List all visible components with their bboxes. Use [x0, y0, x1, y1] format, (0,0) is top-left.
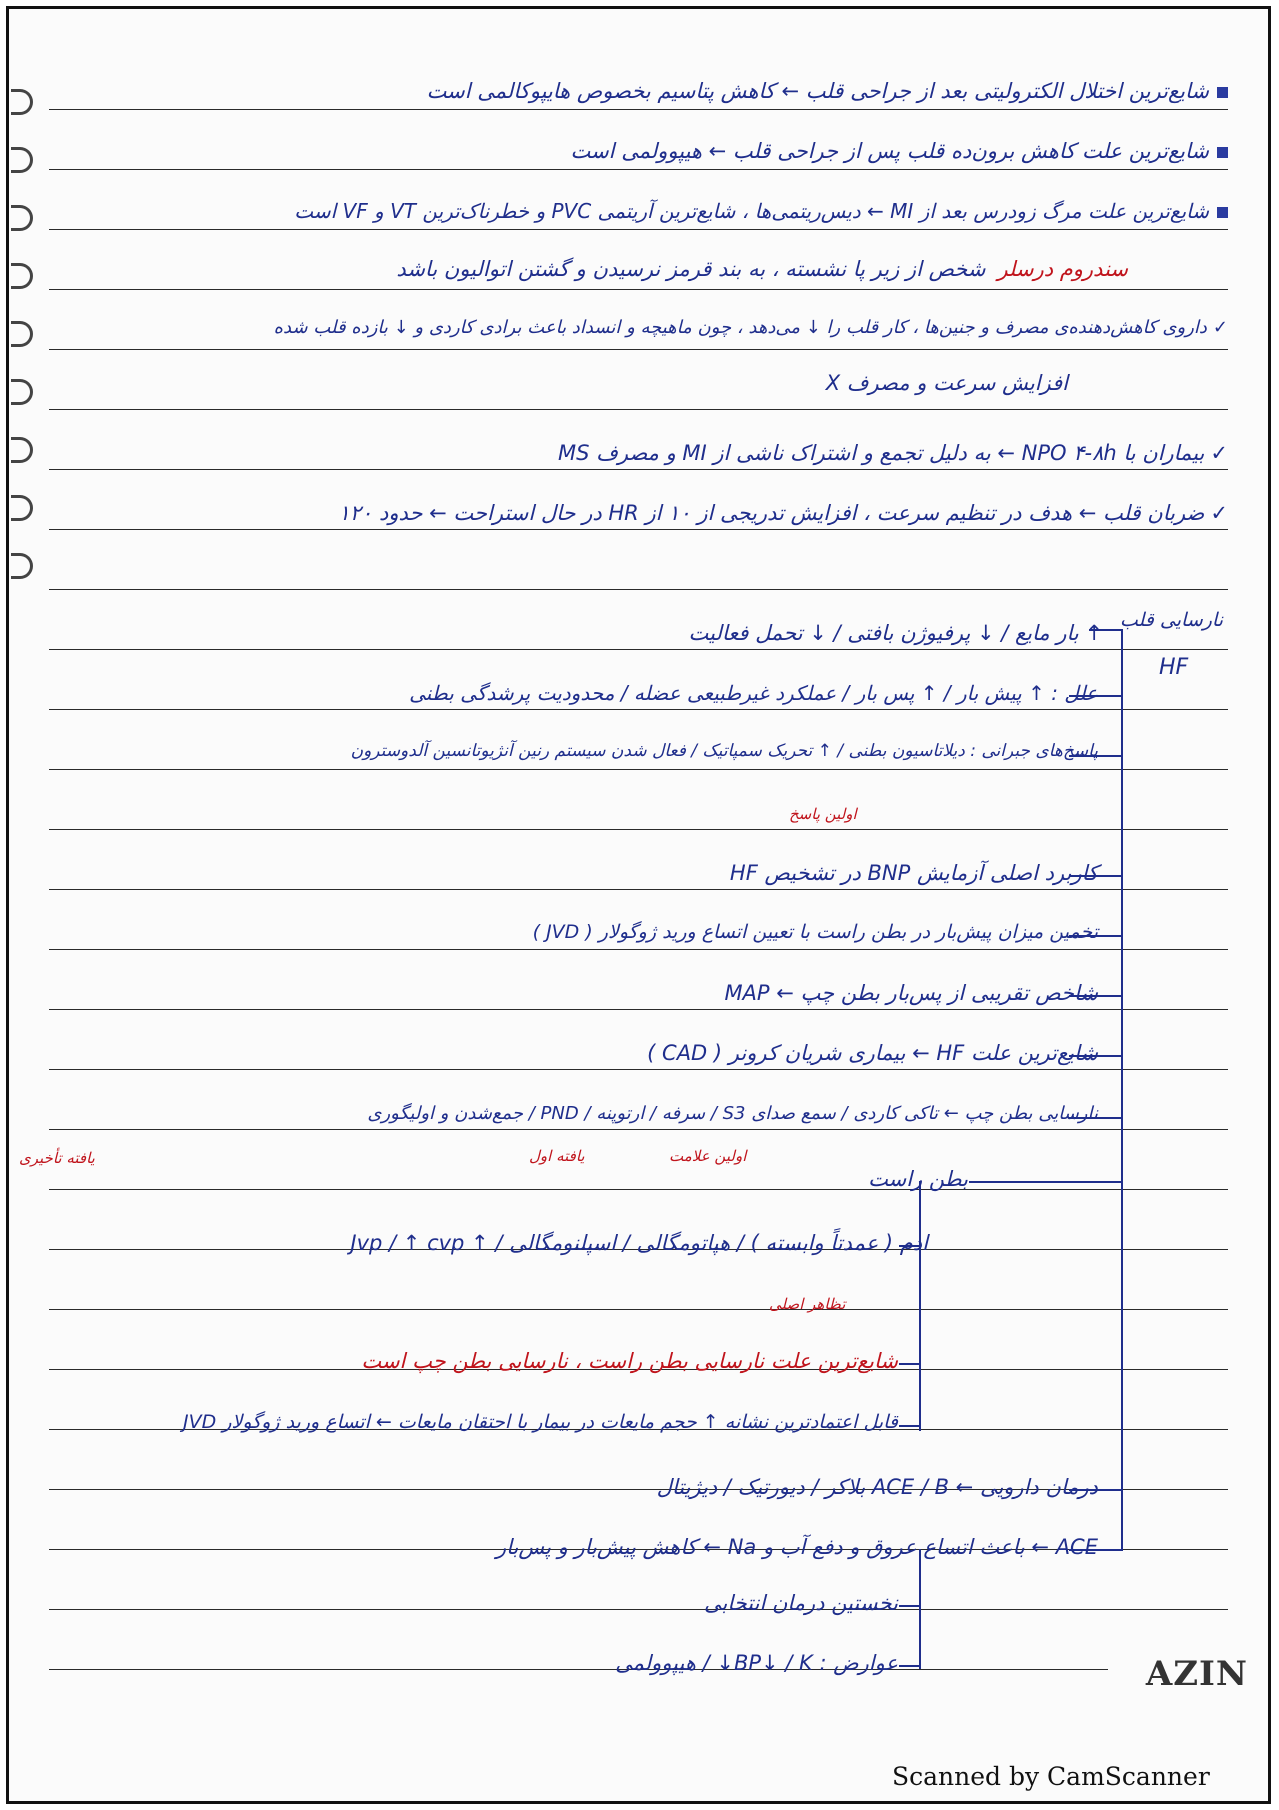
rv-item: شایع‌ترین علت نارسایی بطن راست ، نارسایی بطن چپ است	[361, 1349, 898, 1373]
hf-item: پاسخ‌های جبرانی : دیلاتاسیون بطنی / ↑ تحریک سمپاتیک / فعال شدن سیستم رنین آنژیوتانسین آلدوسترون	[350, 741, 1098, 761]
ruled-line	[49, 229, 1228, 230]
ring-icon	[11, 263, 33, 289]
ruled-line	[49, 1069, 1228, 1070]
ruled-line	[49, 109, 1228, 110]
hf-item: شایع‌ترین علت HF ← بیماری شریان کرونر ( CAD )	[647, 1041, 1098, 1065]
hf-item: کاربرد اصلی آزمایش BNP در تشخیص HF	[729, 861, 1098, 885]
hf-item: علل : ↑ پیش بار / ↑ پس بار / عملکرد غیرطبیعی عضله / محدودیت پرشدگی بطنی	[409, 681, 1098, 705]
ruled-line	[49, 289, 1228, 290]
ruled-line	[49, 1009, 1228, 1010]
check-icon: ✓	[1210, 441, 1228, 465]
ruled-line	[49, 1189, 1228, 1190]
ruled-line	[49, 529, 1228, 530]
ruled-line	[49, 409, 1228, 410]
ring-icon	[11, 89, 33, 115]
ruled-line	[49, 709, 1228, 710]
bracket-tick	[1069, 935, 1123, 937]
notebook-page	[6, 6, 1271, 1804]
bracket-tick	[1069, 1549, 1123, 1551]
ruled-line	[49, 829, 1228, 830]
note-line: افزایش سرعت و مصرف X	[825, 371, 1068, 395]
ace-bracket	[919, 1549, 921, 1669]
hf-abbr: HF	[1159, 655, 1189, 680]
red-annotation: یافته اول	[529, 1147, 585, 1165]
bracket-tick	[1069, 1489, 1123, 1491]
note-line: ✓داروی کاهش‌دهنده‌ی مصرف و جنین‌ها ، کار قلب را ↓ می‌دهد ، چون ماهیچه و انسداد باعث برادی کاردی و ↓ بازده قلب شده	[273, 317, 1228, 338]
ruled-line	[49, 649, 1228, 650]
ring-icon	[11, 495, 33, 521]
bracket-tick	[899, 1363, 921, 1365]
bracket-tick	[1069, 1117, 1123, 1119]
ruled-line	[49, 889, 1228, 890]
notebook-brand: AZIN	[1145, 1654, 1248, 1694]
ruled-line	[49, 1129, 1228, 1130]
hf-bracket	[1121, 629, 1123, 1549]
bracket-tick	[899, 1425, 921, 1427]
ruled-line	[49, 169, 1228, 170]
rv-item: ادم ( عمدتاً وابسته ) / هپاتومگالی / اسپلنومگالی / ↑ Jvp / ↑ cvp	[350, 1231, 928, 1255]
scanner-watermark: Scanned by CamScanner	[892, 1762, 1210, 1791]
ring-icon	[11, 379, 33, 405]
hf-item: ↑ بار مایع / ↓ پرفیوژن بافتی / ↓ تحمل فعالیت	[688, 621, 1103, 645]
note-line: سندروم درسلرشخص از زیر پا نشسته ، به بند قرمز نرسیدن و گشتن اتوالیون باشد	[396, 257, 1128, 281]
ring-icon	[11, 437, 33, 463]
ruled-line	[49, 349, 1228, 350]
ruled-line	[49, 1309, 1228, 1310]
dressler-label: سندروم درسلر	[997, 257, 1128, 281]
ruled-line	[49, 1669, 1108, 1670]
check-icon: ✓	[1212, 317, 1228, 338]
hf-item: ACE ← باعث اتساع عروق و دفع آب و Na ← کاهش پیش‌بار و پس‌بار	[495, 1535, 1098, 1559]
note-line: شایع‌ترین علت کاهش برون‌ده قلب پس از جراحی قلب ← هیپوولمی است	[570, 139, 1228, 163]
hf-item: نارسایی بطن چپ ← تاکی کاردی / سمع صدای S3 / سرفه / ارتوپنه / PND / جمع‌شدن و اولیگوری	[367, 1103, 1098, 1124]
bracket-tick	[899, 1245, 921, 1247]
red-annotation: اولین پاسخ	[789, 805, 857, 823]
bullet-icon	[1217, 87, 1228, 98]
hf-title: نارسایی قلب	[1119, 609, 1223, 631]
ace-item: عوارض : BP↓ / K↓ / هیپوولمی	[615, 1651, 898, 1675]
ring-icon	[11, 321, 33, 347]
ruled-line	[49, 1609, 1228, 1610]
red-annotation: تظاهر اصلی	[769, 1295, 846, 1313]
red-annotation: اولین علامت	[669, 1147, 747, 1165]
bracket-tick	[1069, 755, 1123, 757]
bracket-tick	[1069, 695, 1123, 697]
ring-icon	[11, 205, 33, 231]
ruled-line	[49, 589, 1228, 590]
note-line: شایع‌ترین علت مرگ زودرس بعد از MI ← دیس‌ریتمی‌ها ، شایع‌ترین آریتمی PVC و خطرناک‌ترین VT و VF است	[294, 199, 1228, 223]
ruled-line	[49, 769, 1228, 770]
note-line: ✓بیماران با NPO ۴-۸h ← به دلیل تجمع و اشتراک ناشی از MI و مصرف MS	[557, 441, 1228, 465]
bracket-tick	[899, 1665, 921, 1667]
bracket-tick	[899, 1605, 921, 1607]
check-icon: ✓	[1210, 501, 1228, 525]
binder-rings	[9, 89, 39, 649]
rv-bracket	[919, 1181, 921, 1431]
note-line: شایع‌ترین اختلال الکترولیتی بعد از جراحی قلب ← کاهش پتاسیم بخصوص هایپوکالمی است	[427, 79, 1228, 103]
bracket-tick	[1069, 1055, 1123, 1057]
hf-item: تخمین میزان پیش‌بار در بطن راست با تعیین اتساع ورید ژوگولار ( JVD )	[532, 921, 1098, 943]
red-annotation: یافته تأخیری	[19, 1149, 95, 1167]
rv-item: قابل اعتمادترین نشانه ↑ حجم مایعات در بیمار با احتقان مایعات ← اتساع ورید ژوگولار JVD	[183, 1411, 898, 1433]
hf-item: شاخص تقریبی از پس‌بار بطن چپ ← MAP	[724, 981, 1098, 1005]
bracket-tick	[1069, 995, 1123, 997]
ace-item: نخستین درمان انتخابی	[703, 1591, 898, 1615]
hf-item: درمان دارویی ← ACE / B بلاکر / دیورتیک / دیژیتال	[656, 1475, 1098, 1499]
bullet-icon	[1217, 147, 1228, 158]
ruled-line	[49, 949, 1228, 950]
ring-icon	[11, 553, 33, 579]
ring-icon	[11, 147, 33, 173]
right-ventricle-label: بطن راست	[868, 1167, 968, 1191]
ruled-line	[49, 469, 1228, 470]
note-line: ✓ضربان قلب ← هدف در تنظیم سرعت ، افزایش تدریجی از ۱۰ از HR در حال استراحت ← حدود ۱۲۰	[338, 501, 1228, 525]
bracket-tick	[969, 1181, 1123, 1183]
bullet-icon	[1217, 207, 1228, 218]
bracket-tick	[1069, 875, 1123, 877]
